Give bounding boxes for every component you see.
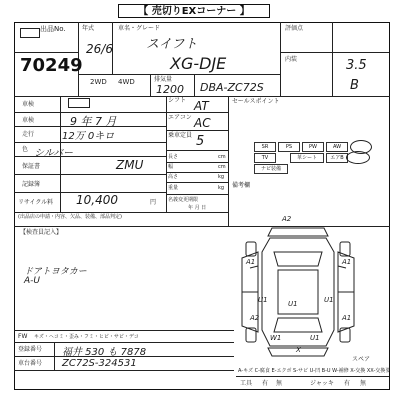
registration-label: 登録番号: [18, 346, 43, 353]
spec-row-7: [14, 212, 228, 213]
mileage-value: 12万 0キロ: [62, 131, 115, 142]
frame-left: [14, 22, 15, 390]
inspector-note-1: ドアトヨタカー: [24, 267, 87, 277]
equip-leather: 革シート: [290, 153, 324, 163]
damage-mark-front: A2: [282, 215, 292, 223]
recycle-note: (出品店の申請・内容、欠品、装備、部品判定): [18, 214, 122, 220]
year-label: 年式: [82, 25, 95, 32]
holder-date: 年 月 日: [188, 205, 207, 211]
fw-top: [14, 330, 234, 331]
equip-ps: PS: [278, 142, 300, 152]
score-value: 3.5: [346, 58, 367, 73]
lot-label: 出品No.: [40, 25, 66, 33]
hdr-lot-split: [14, 52, 78, 53]
shift-label: シフト: [168, 97, 187, 104]
jack-no: 無: [360, 380, 367, 387]
equip-sr: SR: [254, 142, 276, 152]
damage-mark-roof: U1: [288, 300, 298, 308]
fw-text: キズ・ヘコミ・歪み・フミ・ヒビ・サビ・デコ: [34, 334, 139, 340]
score-label: 評価点: [285, 25, 304, 32]
spec-row-5: [14, 174, 166, 175]
mid-row-6: [166, 182, 228, 183]
hdr-div-3: [280, 22, 281, 96]
jack-label: ジャッキ: [310, 380, 334, 387]
drive-2wd: 2WD: [90, 78, 107, 86]
hdr-row-2: [78, 74, 280, 75]
ac-label: エアコン: [168, 114, 192, 121]
recycle-label: リサイクル料: [18, 199, 54, 206]
damage-mark-rear-right: U1: [310, 334, 320, 342]
recycle-unit: 円: [150, 199, 157, 206]
hdr-score-split: [280, 52, 389, 53]
chassis-value: ZC72S-324531: [62, 358, 137, 369]
year-value: 26/6: [86, 42, 113, 56]
recycle-value: 10,400: [76, 193, 118, 207]
interior-value: B: [350, 78, 359, 93]
notes-label: 備考欄: [232, 182, 251, 189]
inspector-note-2: A-U: [24, 276, 40, 286]
length-label: 長さ: [168, 154, 179, 160]
seats-value: 5: [196, 134, 205, 149]
record-label: 記録簿: [22, 181, 41, 188]
hdr-div-5: [150, 74, 151, 96]
drive-4wd: 4WD: [118, 78, 135, 86]
fw-label: FW: [18, 333, 28, 340]
damage-mark-bumper: X: [296, 346, 301, 354]
weight-unit: kg: [218, 185, 225, 191]
colorcode-value: ZMU: [116, 158, 144, 172]
damage-mark-left-rear: A2: [250, 314, 260, 322]
frame-bottom: [14, 389, 390, 390]
hdr-bottom: [14, 96, 390, 97]
spec-row-3: [14, 142, 166, 143]
type-code: DBA-ZC72S: [200, 81, 264, 94]
length-unit: cm: [218, 154, 226, 160]
jack-yes: 有: [344, 380, 351, 387]
inspection-label: 車検: [22, 101, 35, 108]
mid-row-7: [166, 194, 228, 195]
legend-codes: A-キズ C-腐食 E-エクボ S-サビ U-凹 B-U W-補修 X-交換 XX-交換要: [238, 368, 391, 374]
weight-label: 重量: [168, 185, 179, 191]
width-label: 幅: [168, 164, 174, 170]
mid-row-2: [166, 130, 228, 131]
inspector-title: 【検査員記入】: [20, 229, 63, 236]
damage-mark-left-front: A1: [246, 258, 256, 266]
spare-label: スペア: [352, 356, 371, 363]
legend-line: [236, 376, 389, 377]
inspection-value: 9 年 7 月: [70, 115, 117, 128]
shift-value: AT: [194, 99, 209, 113]
inspection-row-label: 車検: [22, 117, 35, 124]
equip-pw: PW: [302, 142, 324, 152]
damage-mark-right-door: U1: [324, 296, 334, 304]
mid-row-4: [166, 162, 228, 163]
color-label: 色: [22, 146, 29, 153]
mid-row-3: [166, 150, 228, 151]
hdr-div-4: [332, 22, 333, 96]
hdr-div-6: [194, 74, 195, 96]
warranty-label: 保証書: [22, 163, 41, 170]
lot-stamp-box: [20, 28, 40, 38]
reg-col: [54, 342, 55, 370]
mid-row-5: [166, 172, 228, 173]
displacement-value: 1200: [156, 83, 184, 96]
registration-value: 福井 530 も 7878: [62, 347, 147, 358]
frame-right: [389, 22, 390, 390]
equip-navi: ナビ装備: [254, 164, 288, 174]
frame-top: [14, 22, 390, 23]
width-unit: cm: [218, 164, 226, 170]
damage-mark-right-front: A1: [342, 258, 352, 266]
sales-point-title: セールスポイント: [232, 98, 280, 105]
reg-bottom: [14, 370, 234, 371]
car-damage-diagram: [238, 222, 358, 360]
lot-number: 70249: [20, 55, 83, 76]
inspection-stamp: [68, 98, 90, 108]
height-label: 高さ: [168, 174, 179, 180]
tool-label: 工具: [240, 380, 253, 387]
tool-no: 無: [276, 380, 283, 387]
equip-circle-mark-2: [346, 151, 370, 164]
height-unit: kg: [218, 174, 225, 180]
seats-label: 乗車定員: [168, 132, 193, 139]
damage-mark-rear-left: W1: [270, 334, 282, 342]
banner-title: 【 売切りEXコーナー 】: [118, 4, 270, 18]
holder-label: 名義変更期限: [168, 197, 199, 203]
mileage-label: 走行: [22, 131, 35, 138]
grade-name: XG-DJE: [170, 54, 227, 73]
equip-airbag: エアB: [326, 153, 348, 163]
chassis-label: 車台番号: [18, 360, 43, 367]
displacement-label: 排気量: [154, 76, 173, 83]
damage-mark-left-door: U1: [258, 296, 268, 304]
tool-yes: 有: [262, 380, 269, 387]
model-label: 車名・グレード: [118, 25, 161, 32]
equip-aw: AW: [326, 142, 348, 152]
ac-value: AC: [194, 116, 211, 130]
damage-mark-right-rear: A1: [342, 314, 352, 322]
spec-right-div: [228, 96, 229, 226]
equip-tv: TV: [254, 153, 276, 163]
model-name: スイフト: [146, 37, 198, 52]
interior-label: 内装: [285, 56, 298, 63]
color-value: シルバー: [34, 148, 74, 159]
